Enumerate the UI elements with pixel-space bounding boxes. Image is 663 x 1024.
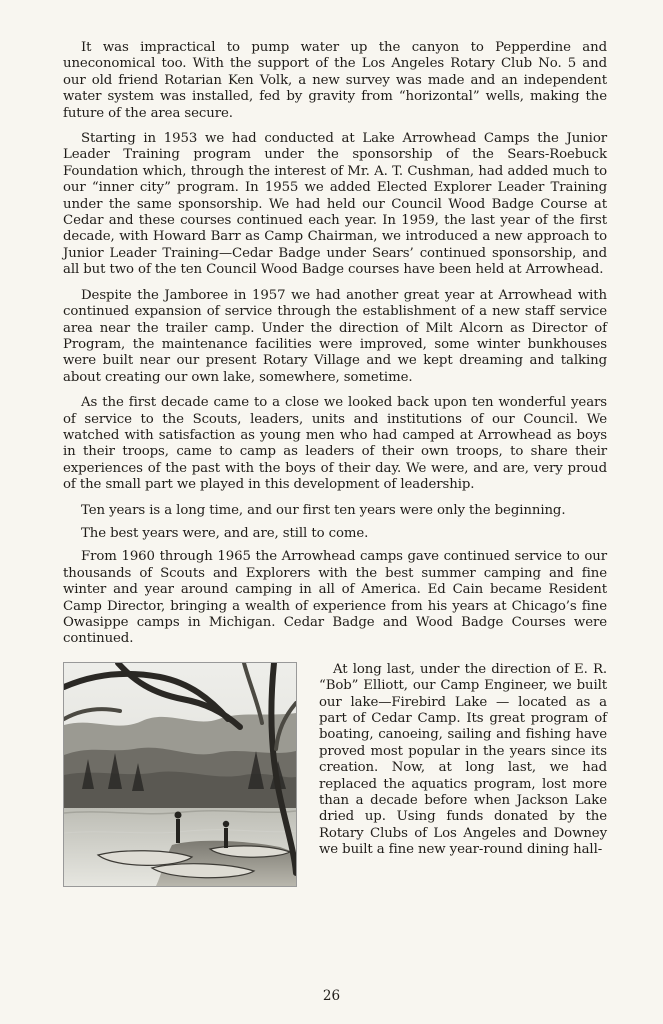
lake-photo: [63, 662, 297, 887]
document-page: [63, 40, 607, 894]
lake-photo-illustration: [64, 663, 296, 886]
paragraph-firebird-lake: At long last, under the direction of E. R. “Bob” Elliott, our Camp Engineer, we built our lake—Firebird Lake — located as a part of Cedar Camp. Its great program of boating, canoeing, sailing and fishing have proved most popular in the years since its creation. Now, at long last, we had replaced the aquatics program, lost more than a decade before when Jackson Lake dried up. Using funds donated by the Rotary Clubs of Los Angeles and Downey we built a fine new year-round dining hall-: [319, 661, 607, 858]
paragraph-jamboree: Despite the Jamboree in 1957 we had another great year at Arrowhead with continued expansion of service through the establishment of a new staff service area near the trailer camp. Under the direction of Milt Alcorn as Director of Program, the maintenance facilities were improved, some winter bunkhouses were built near our present Rotary Village and we kept dreaming and talking about creating our own lake, somewhere, sometime.: [63, 287, 607, 385]
paragraph-leader-training: Starting in 1953 we had conducted at Lake Arrowhead Camps the Junior Leader Training program under the sponsorship of the Sears-Roebuck Foundation which, through the interest of Mr. A. T. Cushman, had added much to our “inner city” program. In 1955 we added Elected Explorer Leader Training under the same sponsorship. We had held our Council Wood Badge Course at Cedar and these courses continued each year. In 1959, the last year of the first decade, with Howard Barr as Camp Chairman, we introduced a new approach to Junior Leader Training—Cedar Badge under Sears’ continued sponsorship, and all but two of the ten Council Wood Badge courses have been held at Arrowhead.: [63, 131, 607, 278]
paragraph-best-years: The best years were, and are, still to come.: [81, 525, 369, 541]
paragraph-ten-years: Ten years is a long time, and our first ten years were only the beginning.: [81, 502, 566, 518]
photo-and-caption-block: [63, 662, 607, 894]
paragraph-water-system: It was impractical to pump water up the canyon to Pepperdine and uneconomical too. With the support of the Los Angeles Rotary Club No. 5 and our old friend Rotarian Ken Volk, a new survey was made and an independent water system was installed, fed by gravity from “horizontal” wells, making the future of the area secure.: [63, 40, 607, 121]
paragraph-1960-1965: From 1960 through 1965 the Arrowhead camps gave continued service to our thousands of Scouts and Explorers with the best summer camping and fine winter and year around camping in all of America. Ed Cain became Resident Camp Director, bringing a wealth of experience from his years at Chicago’s fine Owasippe camps in Michigan. Cedar Badge and Wood Badge Courses were continued.: [63, 549, 607, 647]
paragraph-first-decade: As the first decade came to a close we looked back upon ten wonderful years of service to the Scouts, leaders, units and institutions of our Council. We watched with satisfaction as young men who had camped at Arrowhead as boys in their troops, came to camp as leaders of their own troops, to share their experiences of the past with the boys of their day. We were, and are, very proud of the small part we played in this development of leadership.: [63, 395, 607, 493]
page-number: 26: [322, 988, 341, 1004]
